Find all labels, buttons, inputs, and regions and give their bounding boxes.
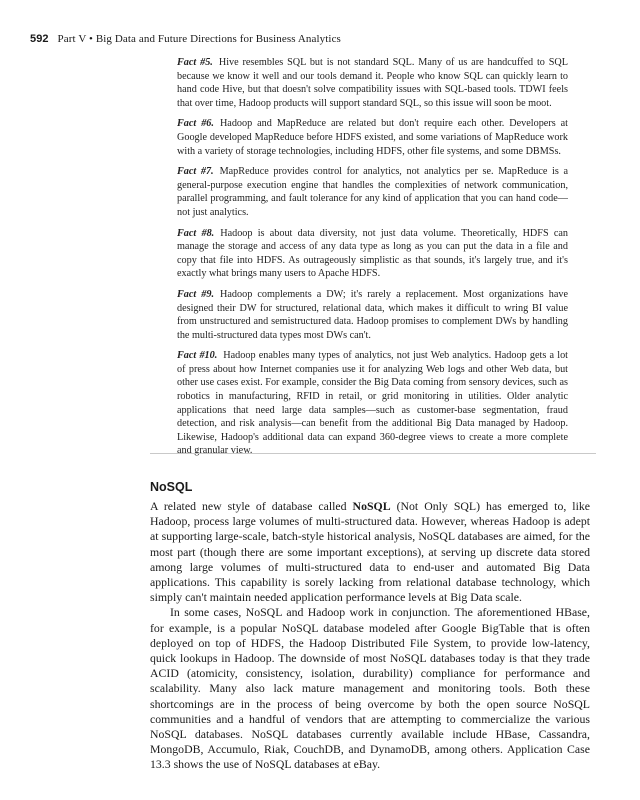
- fact-item: [177, 288, 568, 342]
- fact-label: Fact #10.: [177, 350, 218, 362]
- fact-label: Fact #8.: [177, 227, 215, 239]
- fact-text: Hadoop and MapReduce are related but don't require each other. Developers at Google developed MapReduce before HDFS existed, and some variations of MapReduce work with a variety of storage technologies, including HDFS, other file systems, and some DBMSs.: [177, 118, 568, 157]
- fact-item: [177, 56, 568, 110]
- fact-text: Hadoop is about data diversity, not just data volume. Theoretically, HDFS can manage the storage and access of any data type as long as you can put the data in a file and copy that file into HDFS. As outrageously simplistic as that sounds, it's largely true, and it's exactly what brings many users to Apache HDFS.: [177, 227, 568, 280]
- section-heading: NoSQL: [150, 480, 193, 494]
- fact-text: Hadoop enables many types of analytics, not just Web analytics. Hadoop gets a lot of press about how Internet companies use it for analyzing Web logs and other Web data, but other use cases exist. For example, consider the Big Data coming from sensory devices, such as robotics in manufacturing, RFID in retail, or grid monitoring in utilities. Older analytic applications that need large data samples—such as customer-base segmentation, fraud detection, and risk analysis—can benefit from the additional Big Data managed by Hadoop. Likewise, Hadoop's additional data can expand 360-degree views to create a more complete and granular view.: [177, 350, 568, 457]
- fact-text: Hadoop complements a DW; it's rarely a replacement. Most organizations have designed their DW for structured, relational data, which makes it difficult to wring BI value from unstructured and semistructured data. Hadoop promises to complement DWs by handling the multi-structured data types most DWs can't.: [177, 288, 568, 341]
- fact-text: MapReduce provides control for analytics, not analytics per se. MapReduce is a general-purpose execution engine that handles the complexities of network communication, parallel programming, and fault tolerance for any kind of application that you can hand code—not just analytics.: [177, 166, 568, 218]
- fact-label: Fact #7.: [177, 166, 214, 178]
- paragraph: In some cases, NoSQL and Hadoop work in conjunction. The aforementioned HBase, for example, is a popular NoSQL database modeled after Google BigTable that is often deployed on top of HDFS, the Hadoop Distributed File System, to provide low-latency, quick lookups in Hadoop. The downside of most NoSQL databases today is that they trade ACID (atomicity, consistency, isolation, durability) compliance for performance and scalability. Many also lack mature management and monitoring tools. Both these shortcomings are in the process of being overcome by both the open source NoSQL communities and a handful of vendors that are attempting to commercialize the various NoSQL databases. NoSQL databases currently available include HBase, Cassandra, MongoDB, Accumulo, Riak, CouchDB, and DynamoDB, among others. Application Case 13.3 shows the use of NoSQL databases at eBay.: [150, 605, 590, 772]
- paragraph: A related new style of database called NoSQL (Not Only SQL) has emerged to, like Hadoop, process large volumes of multi-structured data. However, whereas Hadoop is adept at supporting large-scale, batch-style historical analysis, NoSQL databases are aimed, for the most part (though there are some important exceptions), at serving up discrete data stored among large volumes of multi-structured data to end-user and automated Big Data applications. This capability is sorely lacking from relational database technology, which simply can't maintain needed application performance levels at Big Data scale.: [150, 499, 590, 605]
- box-divider: [150, 453, 596, 454]
- running-header: [30, 33, 341, 45]
- running-head-title: Part V • Big Data and Future Directions for Business Analytics: [57, 33, 341, 45]
- section-body: [150, 499, 590, 773]
- fact-item: [177, 349, 568, 458]
- fact-label: Fact #9.: [177, 288, 215, 300]
- fact-item: [177, 117, 568, 158]
- facts-box: [177, 56, 568, 465]
- fact-label: Fact #6.: [177, 118, 214, 130]
- fact-text: Hive resembles SQL but is not standard SQL. Many of us are handcuffed to SQL because we know it well and our tools demand it. People who know SQL can quickly learn to hand code Hive, but that doesn't solve compatibility issues with SQL-based tools. TDWI feels that over time, Hadoop products will support standard SQL, so this issue will soon be moot.: [177, 57, 568, 109]
- fact-item: [177, 165, 568, 219]
- fact-label: Fact #5.: [177, 57, 213, 68]
- fact-item: [177, 227, 568, 281]
- defined-term: NoSQL: [352, 499, 391, 513]
- page-number: 592: [30, 33, 49, 45]
